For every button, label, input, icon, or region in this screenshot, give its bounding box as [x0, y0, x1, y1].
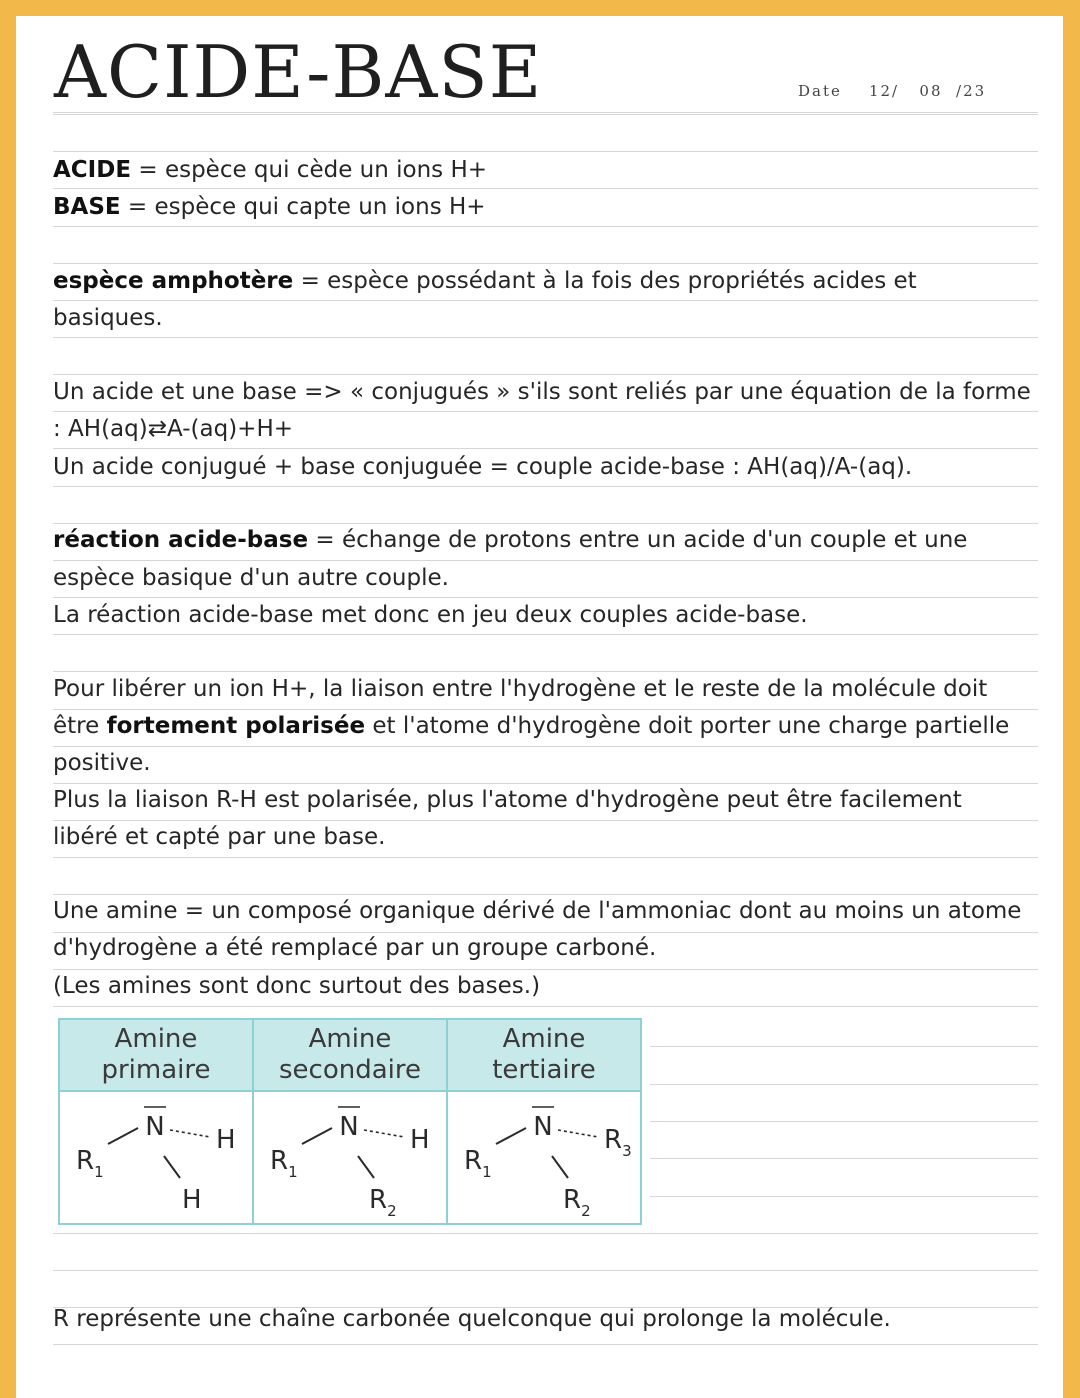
amine-header — [448, 1020, 640, 1092]
ruled-line — [53, 486, 1038, 487]
nitrogen-atom: N — [339, 1112, 359, 1142]
bond-bottom — [164, 1156, 180, 1178]
acide-def: = espèce qui cède un ions H+ — [131, 157, 488, 183]
ruled-line — [53, 671, 1038, 672]
ruled-line — [53, 151, 1038, 152]
ruled-line — [53, 560, 1038, 561]
base-definition — [53, 193, 486, 221]
ruled-line — [53, 411, 1038, 412]
ruled-line — [650, 1196, 1038, 1197]
reaction-line2: espèce basique d'un autre couple. — [53, 565, 449, 591]
header-line2: secondaire — [279, 1055, 421, 1085]
ruled-line — [650, 1121, 1038, 1122]
ruled-line — [53, 374, 1038, 375]
ruled-line — [53, 969, 1038, 970]
molecule-structure — [254, 1092, 446, 1223]
date-month: 08 — [919, 82, 943, 100]
footer-note: R représente une chaîne carbonée quelconque qui prolonge la molécule. — [53, 1306, 891, 1332]
reaction-definition — [53, 526, 967, 554]
ruled-line — [53, 783, 1038, 784]
ruled-line — [53, 597, 1038, 598]
ruled-line — [53, 1344, 1038, 1345]
molecule-drawing — [448, 1092, 638, 1225]
liberation-line2 — [53, 712, 1009, 740]
bond-right-dashed — [364, 1130, 404, 1137]
reaction-line3: La réaction acide-base met donc en jeu deux couples acide-base. — [53, 602, 808, 628]
molecule-drawing — [254, 1092, 444, 1225]
amine-line2: d'hydrogène a été remplacé par un groupe carboné. — [53, 935, 657, 961]
amphotere-definition — [53, 267, 917, 295]
substituent-right: H — [410, 1125, 430, 1155]
base-def: = espèce qui capte un ions H+ — [120, 194, 486, 220]
ruled-line — [650, 1084, 1038, 1085]
amine-column-secondaire — [254, 1020, 448, 1223]
liberation-line1: Pour libérer un ion H+, la liaison entre l'hydrogène et le reste de la molécule doit — [53, 676, 988, 702]
substituent-left: $R_1$ — [270, 1146, 298, 1181]
amphotere-term: espèce amphotère — [53, 268, 294, 294]
header-line2: primaire — [101, 1055, 211, 1085]
bond-right-dashed — [170, 1130, 210, 1137]
substituent-right: $R_3$ — [604, 1125, 632, 1160]
acide-definition — [53, 156, 487, 184]
ruled-line — [53, 820, 1038, 821]
bond-bottom — [552, 1156, 568, 1178]
reaction-term: réaction acide-base — [53, 527, 309, 553]
header-line1: Amine — [502, 1024, 586, 1054]
date-day: 12/ — [868, 82, 900, 100]
molecule-structure — [448, 1092, 640, 1223]
bond-left — [496, 1128, 526, 1144]
bond-left — [108, 1128, 138, 1144]
ruled-line — [53, 263, 1038, 264]
ruled-line — [53, 894, 1038, 895]
ruled-line — [53, 634, 1038, 635]
ruled-line — [53, 114, 1038, 115]
ruled-line — [53, 857, 1038, 858]
bond-left — [302, 1128, 332, 1144]
substituent-left: $R_1$ — [464, 1146, 492, 1181]
amine-header — [254, 1020, 446, 1092]
conjugues-line1: Un acide et une base => « conjugués » s'ils sont reliés par une équation de la forme — [53, 379, 1031, 405]
ruled-line — [53, 523, 1038, 524]
liberation-pre: être — [53, 713, 107, 739]
molecule-drawing — [60, 1092, 250, 1225]
substituent-bottom: $R_2$ — [563, 1185, 591, 1220]
substituent-bottom: $R_2$ — [369, 1185, 397, 1220]
amphotere-line2: basiques. — [53, 305, 163, 331]
liberation-line5: libéré et capté par une base. — [53, 824, 386, 850]
amine-line1: Une amine = un composé organique dérivé de l'ammoniac dont au moins un atome — [53, 898, 1022, 924]
reaction-def: = échange de protons entre un acide d'un couple et une — [308, 527, 968, 553]
ruled-line — [53, 746, 1038, 747]
ruled-line — [53, 448, 1038, 449]
notebook-page — [16, 16, 1063, 1398]
header-line1: Amine — [308, 1024, 392, 1054]
amine-line3: (Les amines sont donc surtout des bases.) — [53, 973, 541, 999]
ruled-line — [53, 1233, 1038, 1234]
date-year: /23 — [956, 82, 987, 100]
page-title: ACIDE-BASE — [54, 30, 543, 114]
liberation-line4: Plus la liaison R-H est polarisée, plus l'atome d'hydrogène peut être facilement — [53, 787, 962, 813]
liberation-line3: positive. — [53, 750, 151, 776]
bond-right-dashed — [558, 1130, 598, 1137]
ruled-line — [53, 932, 1038, 933]
amphotere-def: = espèce possédant à la fois des propriétés acides et — [293, 268, 917, 294]
header-line2: tertiaire — [492, 1055, 596, 1085]
ruled-line — [53, 1270, 1038, 1271]
amine-header — [60, 1020, 252, 1092]
conjugues-couple: Un acide conjugué + base conjuguée = couple acide-base : AH(aq)/A-(aq). — [53, 454, 913, 480]
ruled-line — [53, 1006, 1038, 1007]
nitrogen-atom: N — [145, 1112, 165, 1142]
liberation-post: et l'atome d'hydrogène doit porter une charge partielle — [365, 713, 1010, 739]
bond-bottom — [358, 1156, 374, 1178]
amine-column-primaire — [60, 1020, 254, 1223]
amine-column-tertiaire — [448, 1020, 640, 1223]
ruled-line — [650, 1158, 1038, 1159]
amine-table — [58, 1018, 642, 1225]
header-line1: Amine — [114, 1024, 198, 1054]
substituent-right: H — [216, 1125, 236, 1155]
ruled-line — [650, 1046, 1038, 1047]
ruled-line — [53, 709, 1038, 710]
liberation-bold: fortement polarisée — [106, 713, 366, 739]
substituent-bottom: H — [182, 1185, 202, 1215]
nitrogen-atom: N — [533, 1112, 553, 1142]
substituent-left: $R_1$ — [76, 1146, 104, 1181]
base-term: BASE — [53, 194, 121, 220]
conjugues-equation: : AH(aq)⇄A-(aq)+H+ — [53, 416, 294, 442]
date-field — [798, 82, 986, 100]
date-label: Date — [798, 82, 842, 100]
molecule-structure — [60, 1092, 252, 1223]
ruled-line — [53, 300, 1038, 301]
ruled-line — [53, 188, 1038, 189]
ruled-line — [53, 226, 1038, 227]
acide-term: ACIDE — [53, 157, 132, 183]
ruled-line — [53, 337, 1038, 338]
